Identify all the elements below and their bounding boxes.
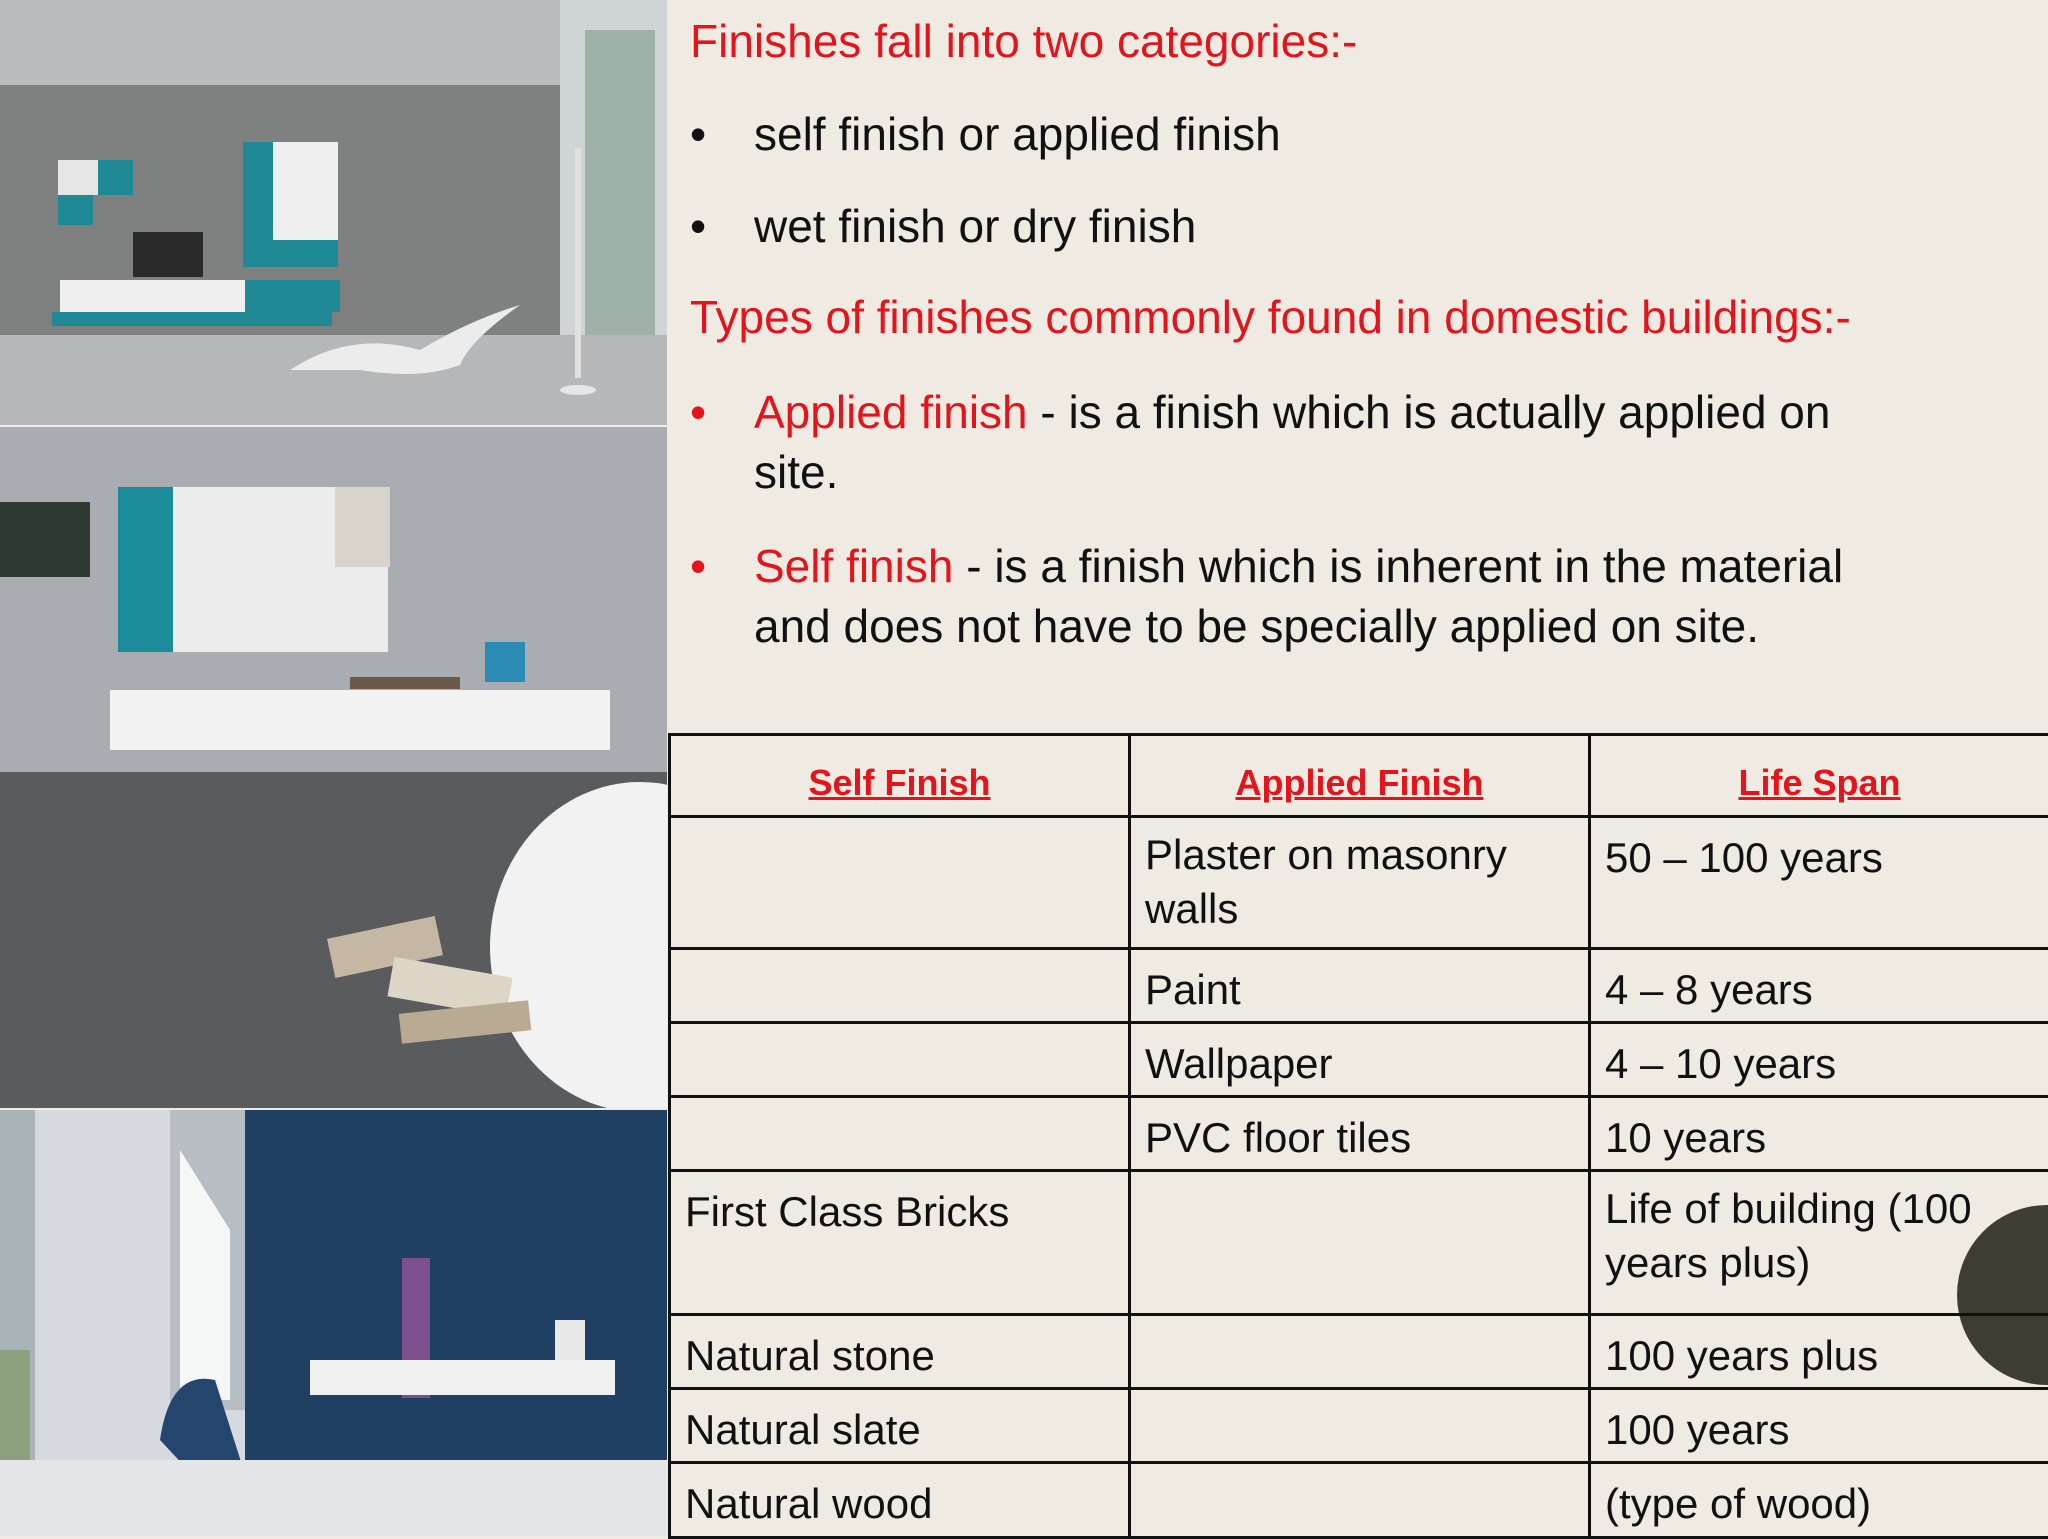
- photo-column: [0, 0, 667, 1536]
- column-header-life-span: Life Span: [1590, 735, 2048, 817]
- types-heading: Types of finishes commonly found in domestic buildings:-: [690, 290, 1851, 344]
- definition-text: - is a finish which is actually applied on: [1028, 386, 1831, 438]
- table-cell: First Class Bricks: [670, 1171, 1130, 1315]
- definition-term: Applied finish: [754, 386, 1028, 438]
- table-cell: [1130, 1315, 1590, 1389]
- finishes-table: [668, 733, 2048, 1539]
- table-cell: Natural stone: [670, 1315, 1130, 1389]
- table-cell: Life of building (100 years plus): [1590, 1171, 2048, 1315]
- table-cell: [670, 817, 1130, 949]
- table-cell: 100 years plus: [1590, 1315, 2048, 1389]
- bullet-dot-icon: •: [690, 104, 730, 164]
- definition-text-cont: and does not have to be specially applied on site.: [754, 600, 1759, 652]
- table-cell: 10 years: [1590, 1097, 2048, 1171]
- table-cell: Natural wood: [670, 1463, 1130, 1538]
- table-cell: 100 years: [1590, 1389, 2048, 1463]
- table-row: [670, 1097, 2048, 1171]
- table-header-row: [670, 735, 2048, 817]
- table-row: [670, 1463, 2048, 1538]
- table-cell: Plaster on masonry walls: [1130, 817, 1590, 949]
- interior-photo-teal-cabinets: [0, 0, 667, 425]
- table-cell: (type of wood): [1590, 1463, 2048, 1538]
- definition-text-cont: site.: [754, 446, 838, 498]
- table-cell: Natural slate: [670, 1389, 1130, 1463]
- table-row: [670, 1315, 2048, 1389]
- definition-text: - is a finish which is inherent in the material: [953, 540, 1843, 592]
- table-cell: PVC floor tiles: [1130, 1097, 1590, 1171]
- interior-photo-white-cabinets: [0, 427, 667, 1108]
- table-cell: 4 – 8 years: [1590, 949, 2048, 1023]
- table-cell: [670, 949, 1130, 1023]
- interior-photo-blue-wall: [0, 1110, 667, 1536]
- table-cell: [1130, 1389, 1590, 1463]
- table-row: [670, 949, 2048, 1023]
- column-header-applied-finish: Applied Finish: [1130, 735, 1590, 817]
- definition-term: Self finish: [754, 540, 953, 592]
- table-cell: Paint: [1130, 949, 1590, 1023]
- bullet-dot-icon: •: [690, 196, 730, 256]
- table-cell: Wallpaper: [1130, 1023, 1590, 1097]
- bullet-dot-icon: •: [690, 382, 730, 442]
- table-row: [670, 1023, 2048, 1097]
- table-cell: 4 – 10 years: [1590, 1023, 2048, 1097]
- table-cell: [670, 1023, 1130, 1097]
- table-row: [670, 1171, 2048, 1315]
- table-row: [670, 817, 2048, 949]
- table-cell: [1130, 1463, 1590, 1538]
- table-row: [670, 1389, 2048, 1463]
- column-header-self-finish: Self Finish: [670, 735, 1130, 817]
- table-cell: [670, 1097, 1130, 1171]
- table-cell: 50 – 100 years: [1590, 817, 2048, 949]
- table-cell: [1130, 1171, 1590, 1315]
- categories-heading: Finishes fall into two categories:-: [690, 14, 1357, 68]
- bullet-dot-icon: •: [690, 536, 730, 596]
